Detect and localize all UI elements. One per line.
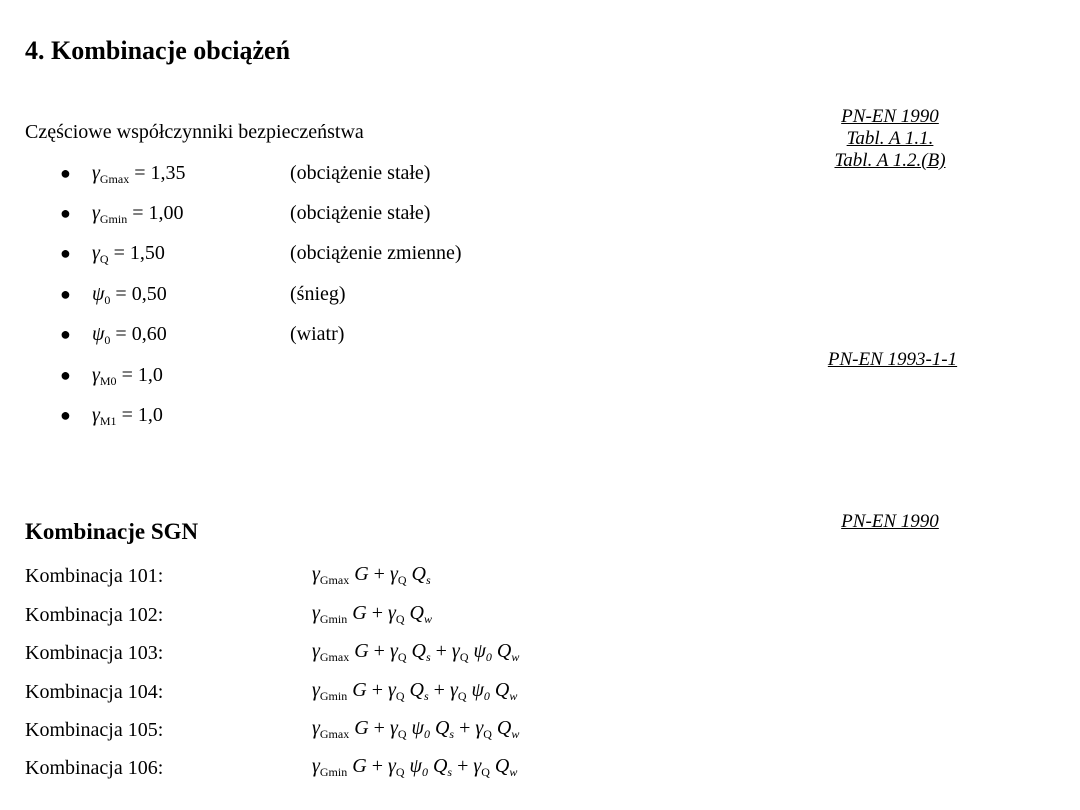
factor-item: ● $\gamma_Q = 1,50$ (obciążenie zmienne) (60, 242, 462, 266)
factor-desc: (wiatr) (290, 323, 345, 345)
bullet-icon: ● (60, 163, 71, 183)
factor-item: ● $\gamma_{M0} = 1,0$ (60, 364, 163, 388)
factor-desc: (obciążenie stałe) (290, 162, 431, 184)
factor-item: ● $\gamma_{Gmax} = 1,35$ (obciążenie stałe) (60, 162, 431, 186)
bullet-icon: ● (60, 324, 71, 344)
combination-label: Kombinacja 106: (25, 757, 164, 779)
bullet-icon: ● (60, 405, 71, 425)
combination-formula: $\gamma_{Gmin}$ $G + \gamma_Q$ $\psi_0$ $Q_s + \gamma_Q$ $Q_w$ (312, 755, 518, 779)
combination-label: Kombinacja 101: (25, 565, 164, 587)
combination-label: Kombinacja 103: (25, 642, 164, 664)
intro-text: Częściowe współczynniki bezpieczeństwa (25, 121, 364, 143)
combination-label: Kombinacja 104: (25, 681, 164, 703)
factor-item: ● $\gamma_{Gmin} = 1,00$ (obciążenie stałe) (60, 202, 431, 226)
factor-item: ● $\gamma_{M1} = 1,0$ (60, 404, 163, 428)
bullet-icon: ● (60, 284, 71, 304)
combination-label: Kombinacja 105: (25, 719, 164, 741)
combination-formula: $\gamma_{Gmax}$ $G + \gamma_Q$ $Q_s$ (312, 563, 431, 587)
reference-pn-en-1993: PN-EN 1993-1-1 (827, 349, 958, 370)
sgn-heading: Kombinacje SGN (25, 519, 199, 544)
factor-desc: (obciążenie stałe) (290, 202, 431, 224)
section-number: 4. (25, 36, 45, 65)
page-title (25, 36, 290, 66)
factor-desc: (śnieg) (290, 283, 346, 305)
factor-desc: (obciążenie zmienne) (290, 242, 462, 264)
bullet-icon: ● (60, 243, 71, 263)
combination-formula: $\gamma_{Gmax}$ $G + \gamma_Q$ $\psi_0$ $Q_s + \gamma_Q$ $Q_w$ (312, 717, 520, 741)
factor-item: ● $\psi_0 = 0,60$ (wiatr) (60, 323, 345, 347)
factor-item: ● $\psi_0 = 0,50$ (śnieg) (60, 283, 346, 307)
combination-formula: $\gamma_{Gmin}$ $G + \gamma_Q$ $Q_w$ (312, 602, 432, 626)
combination-label: Kombinacja 102: (25, 604, 164, 626)
reference-pn-en-1990: PN-EN 1990 Tabl. A 1.1. Tabl. A 1.2.(B) (834, 106, 946, 171)
combination-formula: $\gamma_{Gmax}$ $G + \gamma_Q$ $Q_s + \gamma_Q$ $\psi_0$ $Q_w$ (312, 640, 520, 664)
reference-pn-en-1990-sgn: PN-EN 1990 (841, 511, 939, 532)
section-title: Kombinacje obciążeń (51, 36, 291, 65)
bullet-icon: ● (60, 203, 71, 223)
bullet-icon: ● (60, 365, 71, 385)
combination-formula: $\gamma_{Gmin}$ $G + \gamma_Q$ $Q_s + \gamma_Q$ $\psi_0$ $Q_w$ (312, 679, 518, 703)
